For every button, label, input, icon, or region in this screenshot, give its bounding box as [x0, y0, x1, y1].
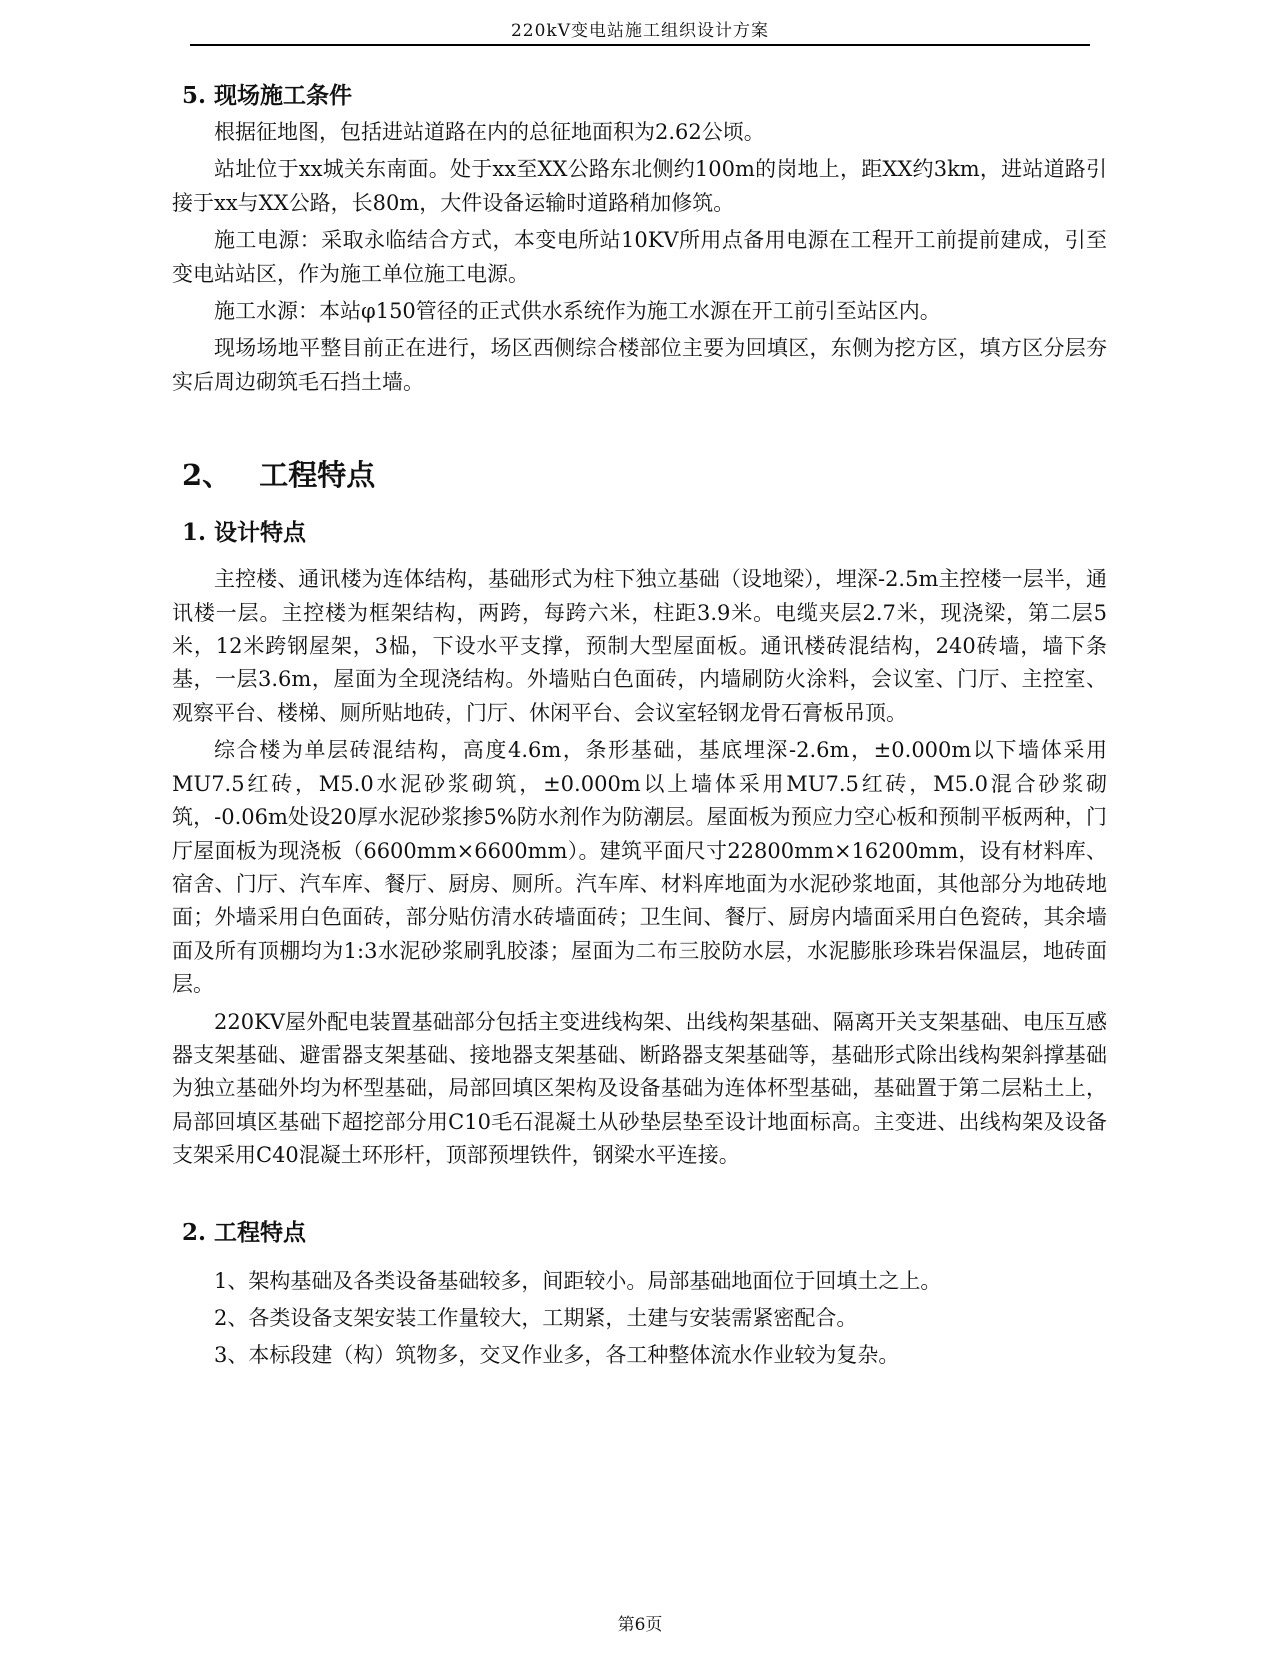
paragraph: 施工电源：采取永临结合方式，本变电所站10KV所用点备用电源在工程开工前提前建成，引至变电站站区，作为施工单位施工电源。 — [172, 228, 1107, 286]
paragraph: 现场场地平整目前正在进行，场区西侧综合楼部位主要为回填区，东侧为挖方区，填方区分层夯实后周边砌筑毛石挡土墙。 — [172, 336, 1107, 394]
paragraph: 综合楼为单层砖混结构，高度4.6m，条形基础，基底埋深-2.6m，±0.000m以下墙体采用MU7.5红砖，M5.0水泥砂浆砌筑，±0.000m以上墙体采用MU7.5红砖，M5.0混合砂浆砌筑，-0.06m处设20厚水泥砂浆掺5%防水剂作为防潮层。屋面板为预应力空心板和预制平板两种，门厅屋面板为现浇板（6600mm×6600mm）。建筑平面尺寸22800mm×16200mm，设有材料库、宿舍、门厅、汽车库、餐厅、厨房、厕所。汽车库、材料库地面为水泥砂浆地面，其他部分为地砖地面；外墙采用白色面砖，部分贴仿清水砖墙面砖；卫生间、餐厅、厨房内墙面采用白色瓷砖，其余墙面及所有顶棚均为1:3水泥砂浆刷乳胶漆；屋面为二布三胶防水层，水泥膨胀珍珠岩保温层，地砖面层。 — [172, 738, 1107, 997]
paragraph: 主控楼、通讯楼为连体结构，基础形式为柱下独立基础（设地梁），埋深-2.5m主控楼一层半，通讯楼一层。主控楼为框架结构，两跨，每跨六米，柱距3.9米。电缆夹层2.7米，现浇梁，第二层5米，12米跨钢屋架，3榀，下设水平支撑，预制大型屋面板。通讯楼砖混结构，240砖墙，墙下条基，一层3.6m，屋面为全现浇结构。外墙贴白色面砖，内墙刷防火涂料，会议室、门厅、主控室、观察平台、楼梯、厕所贴地砖，门厅、休闲平台、会议室轻钢龙骨石膏板吊顶。 — [172, 567, 1107, 725]
engineering-features-heading: 2. 工程特点 — [182, 1218, 307, 1246]
header-rule — [190, 44, 1090, 46]
project-features-heading: 2、 工程特点 — [182, 458, 376, 493]
spacer — [172, 1177, 1107, 1213]
page-number: 第6页 — [617, 1615, 663, 1635]
spacer — [172, 1253, 1107, 1265]
running-header: 220kV变电站施工组织设计方案 — [510, 21, 770, 41]
spacer — [172, 403, 1107, 453]
site-conditions-heading: 5. 现场施工条件 — [182, 82, 353, 109]
paragraph: 站址位于xx城关东南面。处于xx至XX公路东北侧约100m的岗地上，距XX约3km，进站道路引接于xx与XX公路，长80m，大件设备运输时道路稍加修筑。 — [172, 157, 1107, 215]
design-features-heading: 1. 设计特点 — [182, 519, 307, 547]
list-item: 1、架构基础及各类设备基础较多，间距较小。局部基础地面位于回填土之上。 — [214, 1268, 942, 1293]
paragraph: 施工水源：本站φ150管径的正式供水系统作为施工水源在开工前引至站区内。 — [214, 299, 941, 324]
paragraph: 根据征地图，包括进站道路在内的总征地面积为2.62公顷。 — [214, 120, 765, 144]
spacer — [172, 553, 1107, 563]
list-item: 2、各类设备支架安装工作量较大，工期紧，土建与安装需紧密配合。 — [214, 1305, 858, 1330]
list-item: 3、本标段建（构）筑物多，交叉作业多，各工种整体流水作业较为复杂。 — [214, 1343, 900, 1368]
paragraph: 220KV屋外配电装置基础部分包括主变进线构架、出线构架基础、隔离开关支架基础、电压互感器支架基础、避雷器支架基础、接地器支架基础、断路器支架基础等，基础形式除出线构架斜撑基础为独立基础外均为杯型基础，局部回填区架构及设备基础为连体杯型基础，基础置于第二层粘土上，局部回填区基础下超挖部分用C10毛石混凝土从砂垫层垫至设计地面标高。主变进、出线构架及设备支架采用C40混凝土环形杆，顶部预埋铁件，钢梁水平连接。 — [172, 1009, 1107, 1168]
spacer — [172, 497, 1107, 513]
page-content — [172, 76, 1107, 1377]
